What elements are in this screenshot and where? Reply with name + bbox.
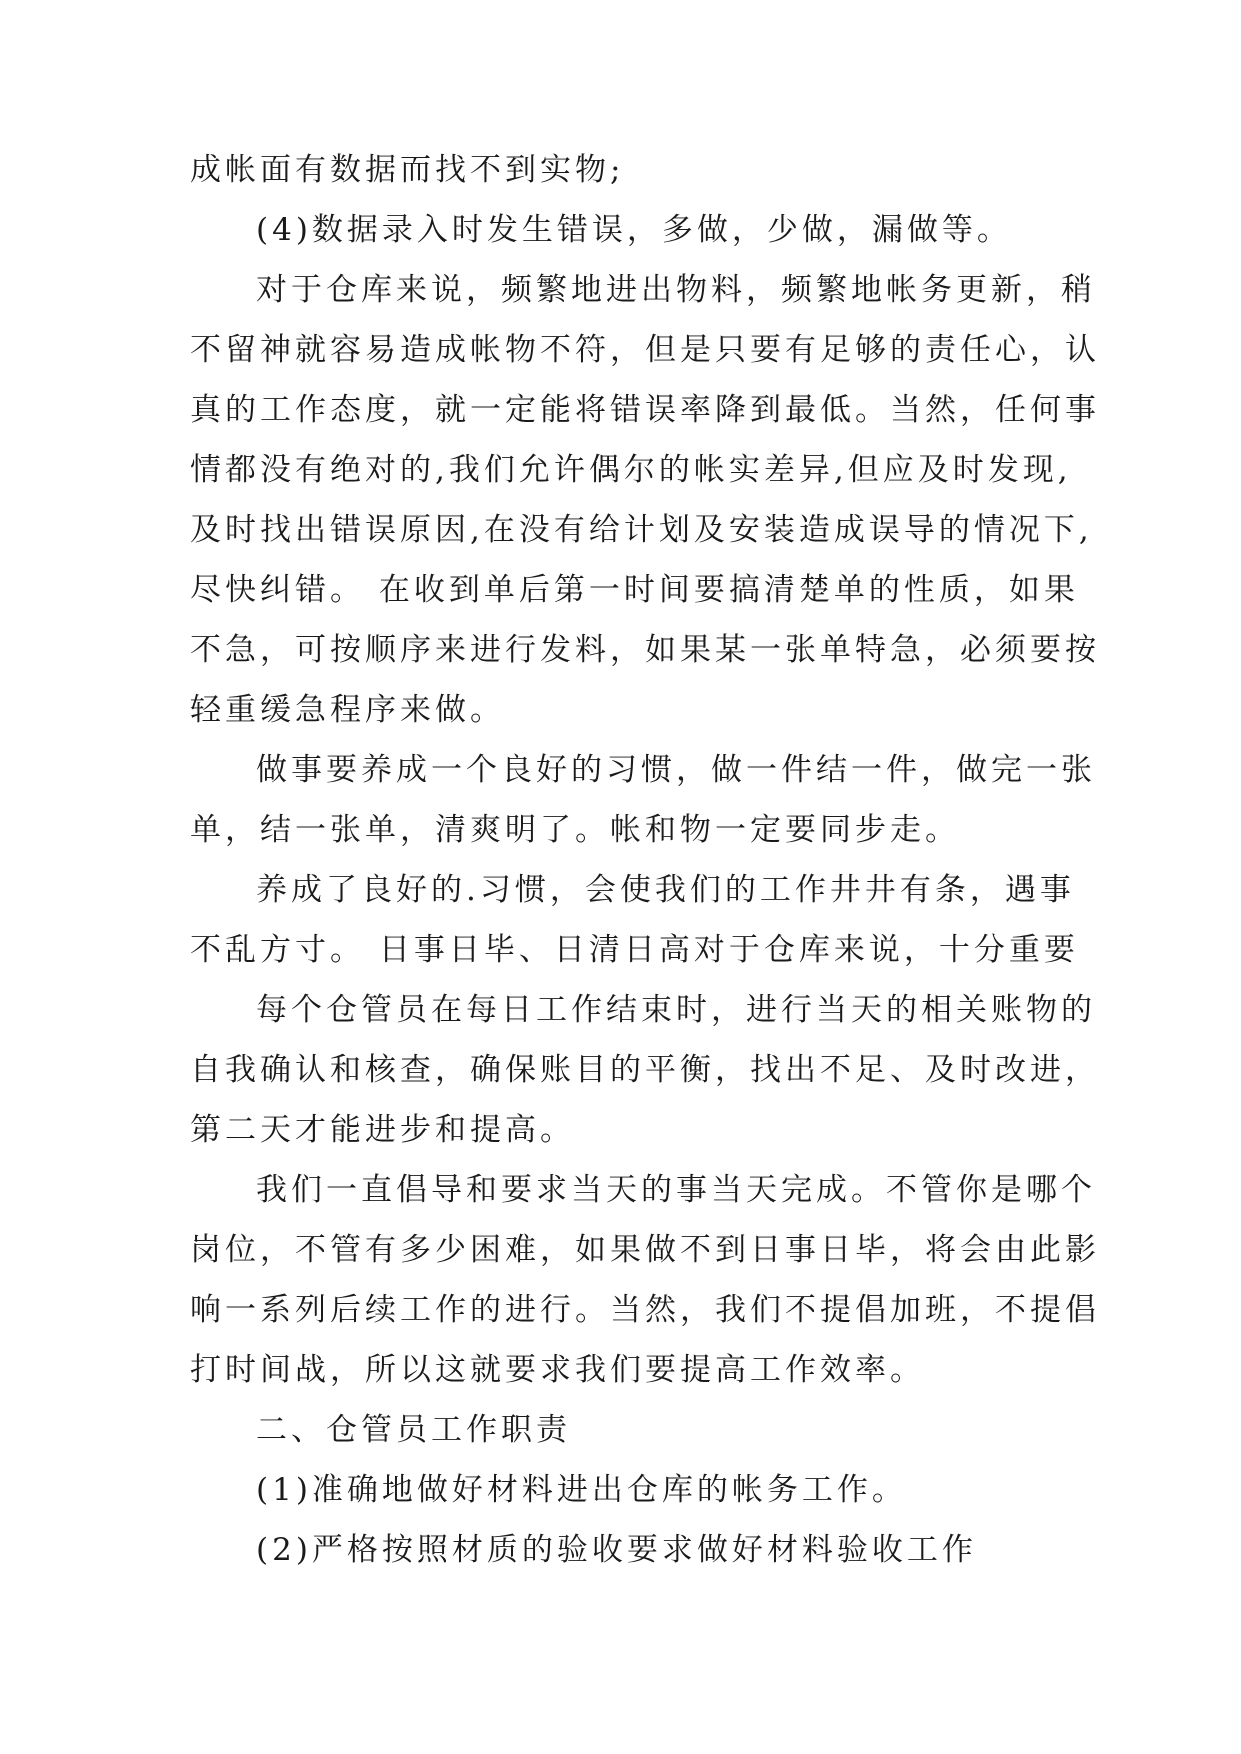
text-line: 单，结一张单，清爽明了。帐和物一定要同步走。	[190, 812, 960, 848]
text-line: 岗位，不管有多少困难，如果做不到日事日毕，将会由此影	[190, 1232, 1100, 1268]
text-line: 自我确认和核查，确保账目的平衡，找出不足、及时改进，	[190, 1052, 1100, 1088]
text-line: 不乱方寸。 日事日毕、日清日高对于仓库来说，十分重要	[190, 932, 1079, 968]
section-heading: 二、仓管员工作职责	[256, 1412, 571, 1448]
text-line: 情都没有绝对的,我们允许偶尔的帐实差异,但应及时发现,	[190, 452, 1072, 488]
text-line: 打时间战，所以这就要求我们要提高工作效率。	[190, 1352, 925, 1388]
text-line: 轻重缓急程序来做。	[190, 692, 505, 728]
text-line: 第二天才能进步和提高。	[190, 1112, 575, 1148]
text-line: 对于仓库来说，频繁地进出物料，频繁地帐务更新，稍	[256, 272, 1096, 308]
text-line: 真的工作态度，就一定能将错误率降到最低。当然，任何事	[190, 392, 1100, 428]
text-line: 响一系列后续工作的进行。当然，我们不提倡加班，不提倡	[190, 1292, 1100, 1328]
text-line: (1)准确地做好材料进出仓库的帐务工作。	[256, 1472, 907, 1508]
text-line: 养成了良好的.习惯，会使我们的工作井井有条，遇事	[256, 872, 1075, 908]
text-line: 不急，可按顺序来进行发料，如果某一张单特急，必须要按	[190, 632, 1100, 668]
text-line: 做事要养成一个良好的习惯，做一件结一件，做完一张	[256, 752, 1096, 788]
text-line: 尽快纠错。 在收到单后第一时间要搞清楚单的性质，如果	[190, 572, 1079, 608]
text-line: 我们一直倡导和要求当天的事当天完成。不管你是哪个	[256, 1172, 1096, 1208]
text-line: 及时找出错误原因,在没有给计划及安装造成误导的情况下,	[190, 512, 1093, 548]
text-line: 不留神就容易造成帐物不符，但是只要有足够的责任心，认	[190, 332, 1100, 368]
text-line: (4)数据录入时发生错误，多做，少做，漏做等。	[256, 212, 1012, 248]
text-line: 每个仓管员在每日工作结束时，进行当天的相关账物的	[256, 992, 1096, 1028]
text-line: (2)严格按照材质的验收要求做好材料验收工作	[256, 1532, 977, 1568]
text-line: 成帐面有数据而找不到实物;	[190, 152, 625, 188]
